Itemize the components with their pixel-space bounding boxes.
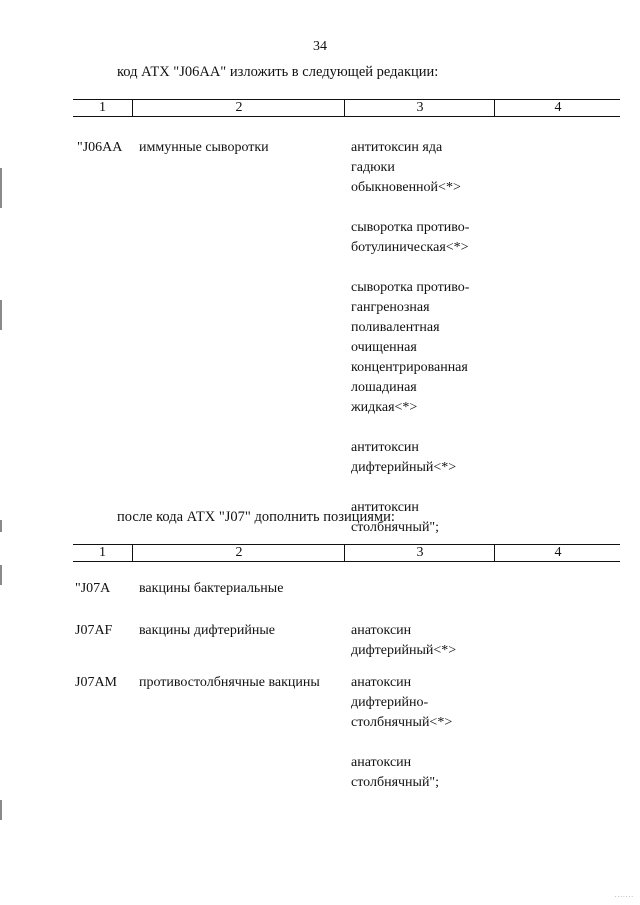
atx-group-name: вакцины бактериальные xyxy=(139,581,284,596)
substance-line: сыворотка противо- xyxy=(351,220,470,235)
substance-line: лошадиная xyxy=(351,380,417,395)
atx-group-name: иммунные сыворотки xyxy=(139,140,269,155)
header-col-4: 4 xyxy=(494,100,621,116)
substance-line: столбнячный<*> xyxy=(351,715,453,730)
atx-group-name: противостолбнячные вакцины xyxy=(139,675,320,690)
substance-line: концентрированная xyxy=(351,360,468,375)
header-col-1: 1 xyxy=(99,100,106,115)
substance-line: жидкая<*> xyxy=(351,400,418,415)
atx-code: "J07A xyxy=(75,581,111,596)
substance-line: антитоксин яда xyxy=(351,140,443,155)
substance-line: дифтерийный<*> xyxy=(351,643,457,658)
atx-code: J07AM xyxy=(75,675,118,690)
section2-instruction: после кода АТХ "J07" дополнить позициями: xyxy=(117,509,395,525)
header-col-4: 4 xyxy=(494,545,621,561)
substance-line: анатоксин xyxy=(351,675,412,690)
substance-line: столбнячный"; xyxy=(351,520,440,535)
section1-table-header xyxy=(73,99,620,117)
substance-line: очищенная xyxy=(351,340,417,355)
substance-line: антитоксин xyxy=(351,500,419,515)
substance-line: дифтерийный<*> xyxy=(351,460,457,475)
substance-list xyxy=(351,138,469,538)
scan-edge-mark xyxy=(0,800,2,820)
substance-line: сыворотка противо- xyxy=(351,280,470,295)
substance-line: дифтерийно- xyxy=(351,695,429,710)
header-col-2: 2 xyxy=(132,545,345,561)
header-col-3: 3 xyxy=(344,545,495,561)
substance-line: антитоксин xyxy=(351,440,419,455)
substance-list xyxy=(351,673,452,793)
scan-edge-mark xyxy=(0,565,2,585)
scan-edge-mark xyxy=(0,168,2,208)
substance-line: гангренозная xyxy=(351,300,430,315)
header-col-2: 2 xyxy=(132,100,345,116)
scan-edge-mark xyxy=(0,300,2,330)
substance-line: ботулиническая<*> xyxy=(351,240,469,255)
substance-line: поливалентная xyxy=(351,320,440,335)
header-col-3: 3 xyxy=(344,100,495,116)
section2-table-header xyxy=(73,544,620,562)
atx-code: "J06AA xyxy=(77,140,123,155)
footer-mark: ....... xyxy=(614,891,634,899)
atx-code: J07AF xyxy=(75,623,113,638)
section1-instruction: код АТХ "J06AA" изложить в следующей редакции: xyxy=(117,64,439,80)
substance-line: обыкновенной<*> xyxy=(351,180,461,195)
substance-line: гадюки xyxy=(351,160,395,175)
scan-edge-mark xyxy=(0,520,2,532)
header-col-1: 1 xyxy=(99,545,106,560)
substance-line: анатоксин xyxy=(351,623,412,638)
atx-group-name: вакцины дифтерийные xyxy=(139,623,275,638)
substance-list xyxy=(351,621,456,661)
page-number: 34 xyxy=(313,39,327,54)
substance-line: анатоксин xyxy=(351,755,412,770)
substance-line: столбнячный"; xyxy=(351,775,440,790)
